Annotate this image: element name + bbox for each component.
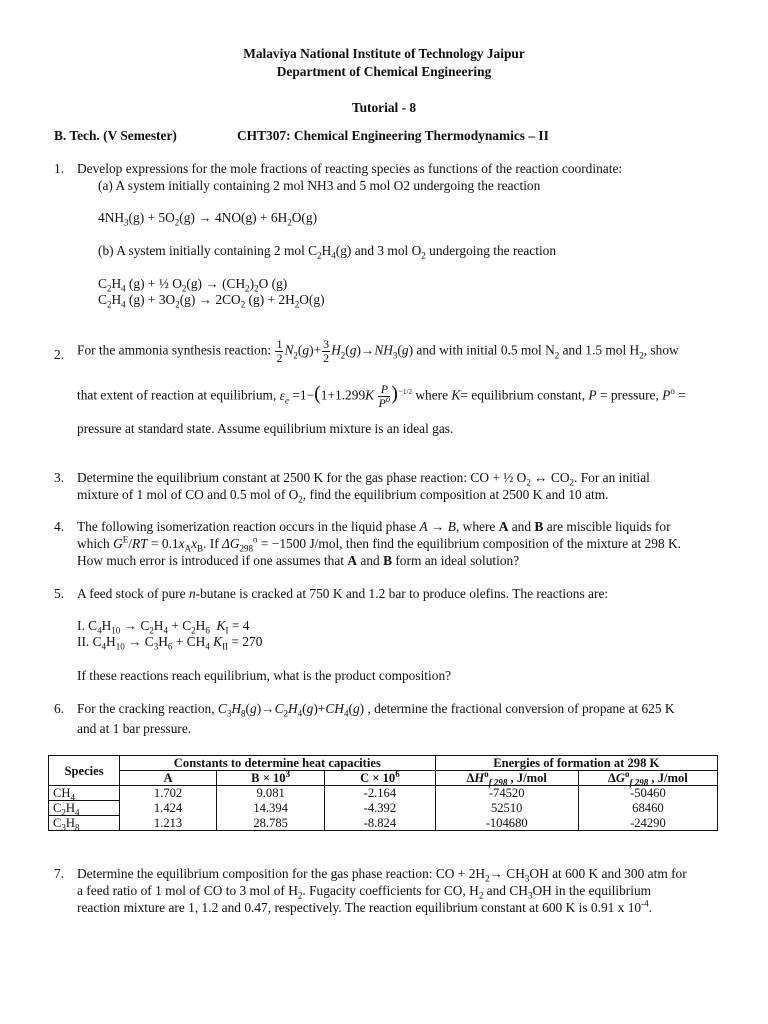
cell-a: 1.424 (120, 801, 217, 816)
col-h-header: $\Delta H^o_{f 298}$ , J/mol (435, 771, 578, 786)
cell-g: -24290 (578, 816, 717, 831)
q6-line-2: and at 1 bar pressure. (77, 721, 192, 736)
department-name: Department of Chemical Engineering (276, 64, 492, 79)
q4-line-1: The following isomerization reaction occurs in the liquid phase A → B, where A and B are miscible liquids for (77, 519, 671, 534)
q5-reaction-1: I. $C_4H_{10} \to C_2H_4 + C_2H_6$ $K_I = 4$ (77, 618, 250, 636)
program-label: B. Tech. (V Semester) (54, 128, 177, 143)
q1-stem: Develop expressions for the mole fractions of reacting species as functions of the reaction coordinate: (77, 161, 623, 176)
species-header: Species (49, 756, 120, 786)
cell-b: 28.785 (217, 816, 325, 831)
table-row (49, 801, 718, 816)
tutorial-title: Tutorial - 8 (351, 100, 417, 115)
q7-line-3: reaction mixture are 1, 1.2 and 0.47, respectively. The reaction equilibrium constant at 600 K is 0.91 x $10^{-4}$. (77, 898, 652, 915)
cell-b: 9.081 (217, 786, 325, 801)
properties-table (48, 755, 718, 831)
cell-h: 52510 (435, 801, 578, 816)
cell-c: -4.392 (325, 801, 435, 816)
col-a-header: A (120, 771, 217, 786)
q2-line-3: pressure at standard state. Assume equilibrium mixture is an ideal gas. (77, 421, 454, 436)
q2-line-2: that extent of reaction at equilibrium, $\varepsilon_e =1-(1+1.299K$ $\frac{P}{P^o}$ )$^{-1/2}$ where K= equilibrium constant, P = pressure, $P^o$ = (77, 382, 686, 410)
institute-name: Malaviya National Institute of Technology Jaipur (243, 46, 525, 61)
q1a-reaction: $4NH_3(g) + 5O_2(g) \to 4NO(g) + 6H_2O(g)$ (98, 210, 318, 228)
q5-number: 5. (54, 586, 65, 601)
species-cell: $CH_4$ (49, 786, 120, 801)
q1b-text: (b) A system initially containing 2 mol $C_2H_4(g)$ and 3 mol $O_2$ undergoing the reaction (98, 243, 557, 261)
heat-capacity-header: Constants to determine heat capacities (120, 756, 435, 771)
q6-number: 6. (54, 701, 65, 716)
q7-number: 7. (54, 866, 65, 881)
cell-h: -74520 (435, 786, 578, 801)
cell-a: 1.213 (120, 816, 217, 831)
q3-line-2: mixture of 1 mol of CO and 0.5 mol of $O_2$, find the equilibrium composition at 2500 K and 10 atm. (77, 487, 609, 505)
cell-c: -2.164 (325, 786, 435, 801)
species-cell: $C_3H_8$ (49, 816, 120, 831)
q5-stem: A feed stock of pure n-butane is cracked at 750 K and 1.2 bar to produce olefins. The reactions are: (77, 586, 609, 601)
col-g-header: $\Delta G^o_{f 298}$ , J/mol (578, 771, 717, 786)
formation-energy-header: Energies of formation at 298 K (435, 756, 717, 771)
q6-line-1: For the cracking reaction, $C_3H_8(g)\to C_2H_4(g)+CH_4(g)$ , determine the fractional conversion of propane at 625 K (77, 701, 675, 719)
q1a-text: (a) A system initially containing 2 mol NH3 and 5 mol O2 undergoing the reaction (98, 178, 541, 193)
q3-line-1: Determine the equilibrium constant at 2500 K for the gas phase reaction: CO + ½ $O_2$ ↔ $CO_2$. For an initial (77, 470, 650, 488)
q4-line-3: How much error is introduced if one assumes that A and B form an ideal solution? (77, 553, 520, 568)
cell-g: -50460 (578, 786, 717, 801)
table-row (49, 786, 718, 801)
q5-reaction-2: II. $C_4H_{10} \to C_3H_6 + CH_4$ $K_{II} = 270$ (77, 634, 263, 652)
q1b-reaction-2: $C_2H_4$ $(g) + 3O_2(g) \to 2CO_2$ $(g) + 2H_2O(g)$ (98, 292, 325, 310)
q2-number: 2. (54, 347, 65, 362)
table-row (49, 816, 718, 831)
q4-number: 4. (54, 519, 65, 534)
q7-line-2: a feed ratio of 1 mol of CO to 3 mol of $H_2$. Fugacity coefficients for CO, $H_2$ and $CH_3OH$ in the equilibrium (77, 883, 652, 901)
species-cell: $C_2H_4$ (49, 801, 120, 816)
q2-line-1: For the ammonia synthesis reaction: $\frac{1}{2}$ $N_2(g)+$ $\frac{3}{2}$ $H_2(g)\to NH_3(g)$ and with initial 0.5 mol $N_2$ and 1.5 mol $H_2$, show (77, 337, 679, 365)
col-c-header: $C \times 10^6$ (325, 771, 435, 786)
q5-question: If these reactions reach equilibrium, what is the product composition? (77, 668, 452, 683)
q1b-reaction-1: $C_2H_4$ (g) + ½ $O_2(g) \to (CH_2)_2O$ (g) (98, 276, 288, 294)
col-b-header: $B \times 10^3$ (217, 771, 325, 786)
q7-line-1: Determine the equilibrium composition for the gas phase reaction: CO + $2H_2\to CH_3OH$ at 600 K and 300 atm for (77, 866, 687, 884)
cell-b: 14.394 (217, 801, 325, 816)
q4-line-2: which $G^E/RT = 0.1x_Ax_B$. If $\Delta G_{298}^o = -1500$ J/mol, then find the equilibrium composition of the mixture at 298 K. (77, 534, 682, 554)
q1-number: 1. (54, 161, 65, 176)
cell-h: -104680 (435, 816, 578, 831)
cell-a: 1.702 (120, 786, 217, 801)
course-title: CHT307: Chemical Engineering Thermodynamics – II (237, 128, 549, 143)
q3-number: 3. (54, 470, 65, 485)
cell-g: 68460 (578, 801, 717, 816)
cell-c: -8.824 (325, 816, 435, 831)
